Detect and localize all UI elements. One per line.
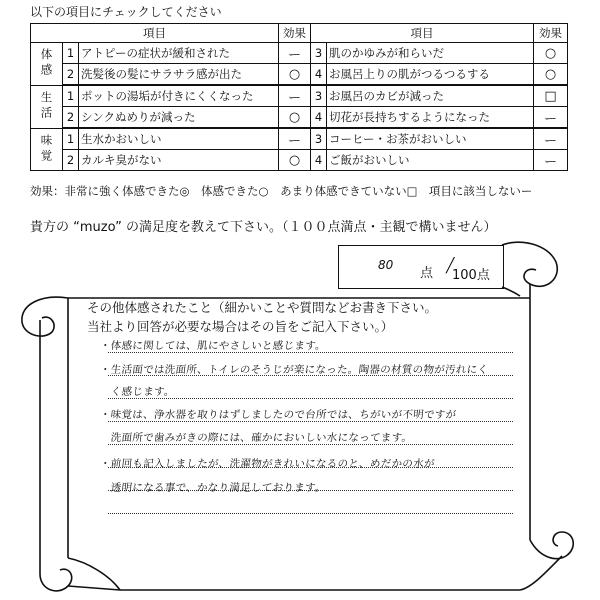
item-label: 生水かおいしい [79, 128, 279, 150]
table-row [31, 85, 568, 107]
item-number: 2 [63, 64, 79, 86]
effect-mark[interactable]: ○ [279, 64, 311, 86]
header-effect-left: 効果 [279, 24, 311, 43]
table-row [31, 107, 568, 129]
item-number: 3 [311, 43, 327, 64]
comment-heading-line: その他体感されたこと（細かいことや質問などお書き下さい。 [87, 300, 438, 315]
score-unit: 点 [420, 266, 434, 281]
header-effect-right: 効果 [534, 24, 568, 43]
score-slash: ╱ [446, 258, 455, 274]
table-row [31, 43, 568, 64]
writing-line [108, 513, 513, 514]
table-row [31, 150, 568, 171]
effect-mark[interactable]: ー [279, 128, 311, 150]
score-value: 80 [378, 258, 394, 272]
effect-mark[interactable]: ー [279, 43, 311, 64]
item-label: シンクぬめりが減った [79, 107, 279, 129]
table-row [31, 64, 568, 86]
header-item-right: 項目 [311, 24, 534, 43]
item-label: 肌のかゆみが和らいだ [327, 43, 534, 64]
comment-heading-line: 当社より回答が必要な場合はその旨をご記入下さい。） [87, 319, 394, 334]
item-number: 2 [63, 150, 79, 171]
effect-mark[interactable]: ○ [279, 107, 311, 129]
effect-mark[interactable]: ○ [279, 150, 311, 171]
item-number: 2 [63, 107, 79, 129]
item-number: 1 [63, 128, 79, 150]
handwritten-comment: く感じます。 [99, 386, 176, 398]
item-number: 4 [311, 107, 327, 129]
comment-heading [87, 298, 437, 336]
category-cell [31, 85, 63, 128]
category-label: 体感 [39, 48, 54, 80]
handwritten-comment: ・味覚は、浄水器を取りはずしましたので台所では、ちがいが不明ですが [99, 409, 457, 421]
handwritten-comment: 洗面所で歯みがきの際には、確かにおいしい水になってます。 [99, 432, 413, 444]
effect-mark[interactable]: □ [534, 85, 568, 107]
handwritten-comment: ・生活面では洗面所、トイレのそうじが楽になった。陶器の材質の物が汚れにく [99, 364, 489, 376]
category-label: 味覚 [39, 133, 54, 165]
item-label: 洗髪後の髪にサラサラ感が出た [79, 64, 279, 86]
legend-text: 効果：非常に強く体感できた◎ 体感できた○ あまり体感できていない□ 項目に該当しないー [30, 184, 533, 198]
effect-mark[interactable]: ー [534, 150, 568, 171]
item-label: ポットの湯垢が付きにくくなった [79, 85, 279, 107]
item-label: お風呂のカビが減った [327, 85, 534, 107]
satisfaction-question: 貴方の “muzo” の満足度を教えて下さい。（１００点満点・主観で構いません） [30, 220, 497, 235]
table-row [31, 128, 568, 150]
item-number: 4 [311, 64, 327, 86]
handwritten-comment: ・前回も記入しましたが、洗濯物がきれいになるのと、めだかの水が [99, 458, 436, 470]
category-cell [31, 43, 63, 86]
item-number: 3 [311, 128, 327, 150]
item-label: 切花が長持ちするようになった [327, 107, 534, 129]
category-label: 生活 [39, 91, 54, 122]
handwritten-comment: 透明になる事で、かなり満足しております。 [99, 482, 327, 494]
header-item-left: 項目 [31, 24, 279, 43]
survey-table [30, 23, 568, 171]
effect-mark[interactable]: ○ [534, 43, 568, 64]
score-max: 100点 [452, 268, 490, 283]
effect-mark[interactable]: ー [279, 85, 311, 107]
handwritten-comment: ・体感に関しては、肌にやさしいと感じます。 [99, 340, 327, 352]
item-label: ご飯がおいしい [327, 150, 534, 171]
item-number: 3 [311, 85, 327, 107]
item-label: アトピーの症状が緩和された [79, 43, 279, 64]
instruction-text: 以下の項目にチェックしてください [30, 5, 222, 19]
item-label: カルキ臭がない [79, 150, 279, 171]
effect-mark[interactable]: ー [534, 107, 568, 129]
effect-mark[interactable]: ー [534, 128, 568, 150]
category-cell [31, 128, 63, 171]
effect-mark[interactable]: ○ [534, 64, 568, 86]
item-label: コーヒー・お茶がおいしい [327, 128, 534, 150]
table-header-row [31, 24, 568, 43]
item-number: 1 [63, 85, 79, 107]
item-number: 4 [311, 150, 327, 171]
item-label: お風呂上りの肌がつるつるする [327, 64, 534, 86]
item-number: 1 [63, 43, 79, 64]
